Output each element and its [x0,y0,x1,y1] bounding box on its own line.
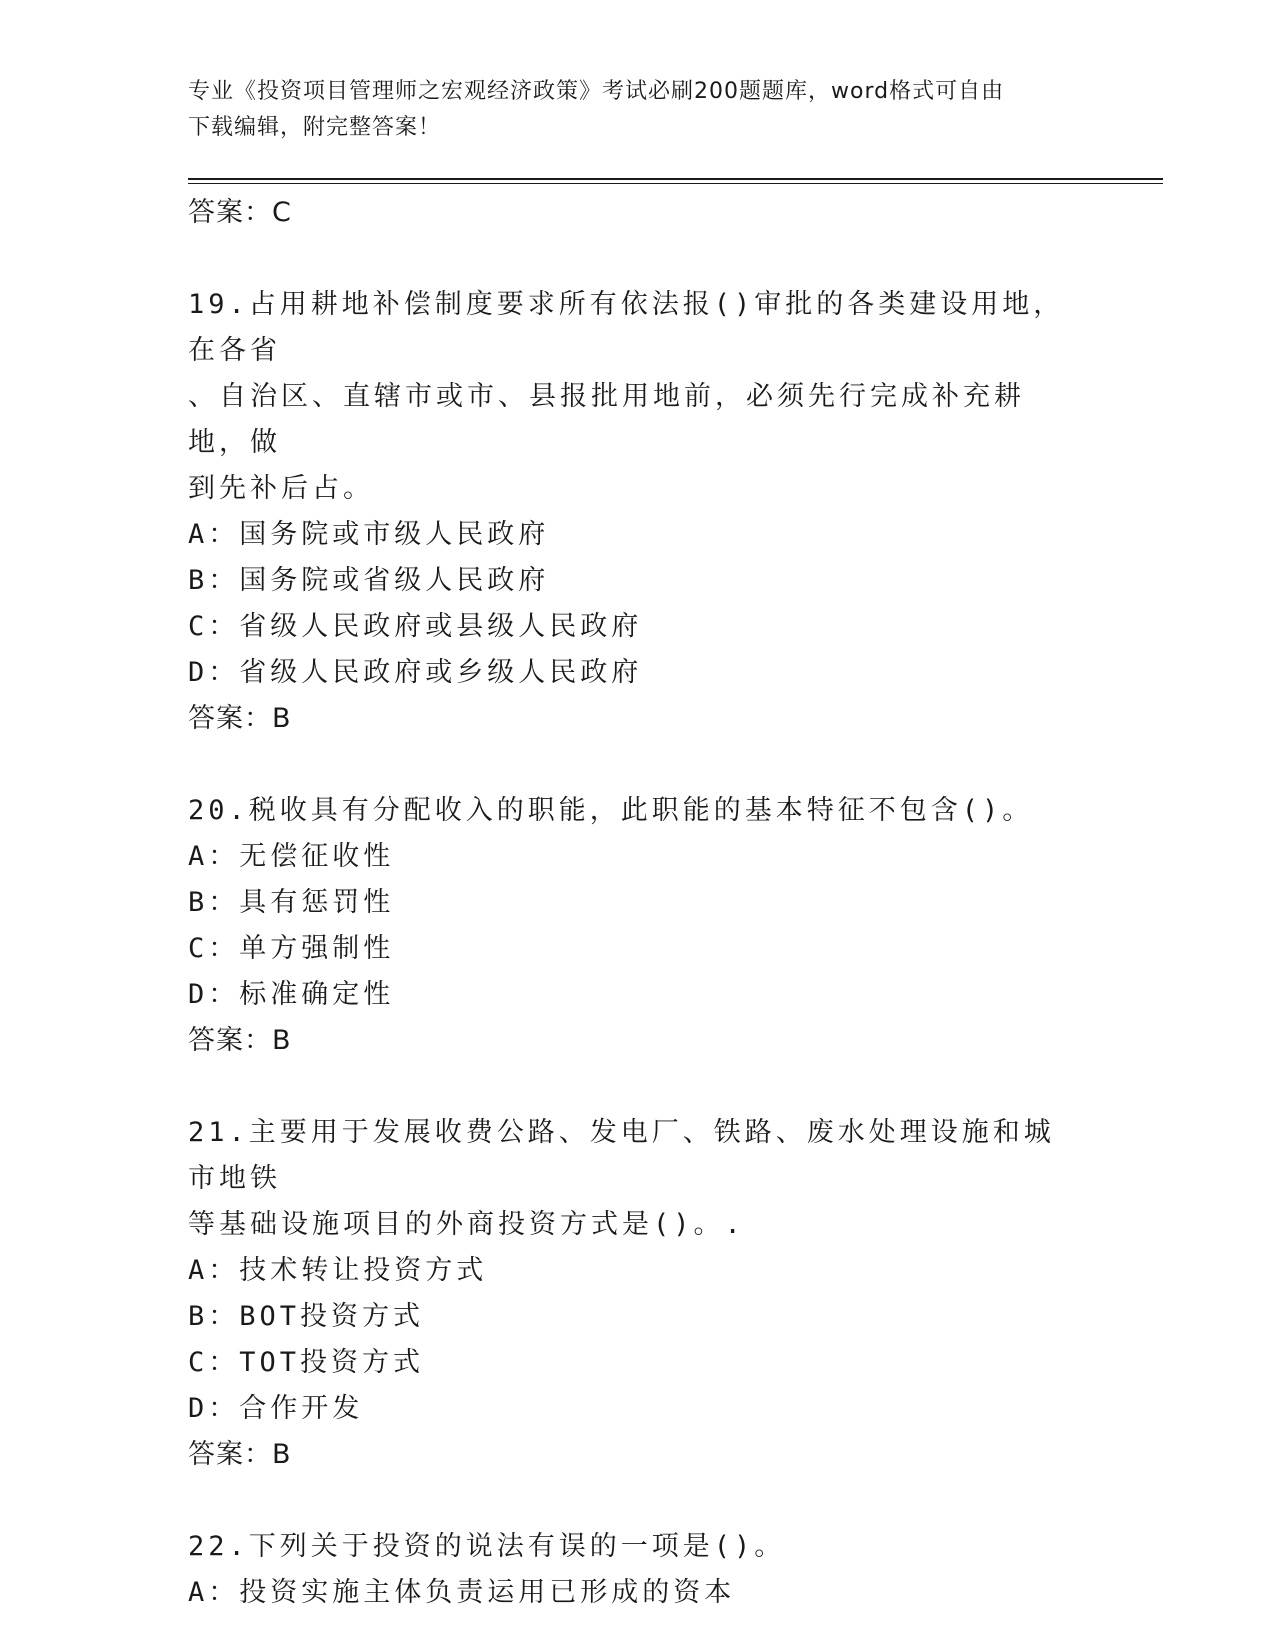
stem-line: 到先补后占。 [188,473,374,504]
answer-line: 答案：B [188,1025,292,1056]
option-a: A：投资实施主体负责运用已形成的资本 [188,1577,736,1608]
option-d: D：标准确定性 [188,979,395,1010]
stem-line: 20.税收具有分配收入的职能，此职能的基本特征不包含()。 [188,795,1034,826]
option-a: A：无偿征收性 [188,841,395,872]
answer-line: 答案：C [188,197,292,228]
question-stem [188,788,1083,834]
header-divider-thick [188,178,1163,180]
question-list [188,190,1088,1616]
question-stem [188,282,1083,512]
header-line-1: 专业《投资项目管理师之宏观经济政策》考试必刷200题题库，word格式可自由 [188,79,1005,104]
option-d: D：省级人民政府或乡级人民政府 [188,657,643,688]
stem-line: 、自治区、直辖市或市、县报批用地前，必须先行完成补充耕地，做 [188,381,1025,458]
header-divider-thin [188,183,1163,184]
question-stem [188,1110,1083,1248]
answer-line: 答案：B [188,703,292,734]
option-a: A：国务院或市级人民政府 [188,519,550,550]
stem-line: 21.主要用于发展收费公路、发电厂、铁路、废水处理设施和城市地铁 [188,1117,1055,1194]
option-a: A：技术转让投资方式 [188,1255,488,1286]
option-d: D：合作开发 [188,1393,364,1424]
option-b: B：具有惩罚性 [188,887,395,918]
question-20 [188,788,1088,1064]
option-c: C：TOT投资方式 [188,1347,425,1378]
question-stem [188,1524,1083,1570]
option-b: B：国务院或省级人民政府 [188,565,550,596]
option-c: C：省级人民政府或县级人民政府 [188,611,643,642]
header-line-2: 下载编辑，附完整答案！ [188,115,442,140]
option-c: C：单方强制性 [188,933,395,964]
option-b: B：BOT投资方式 [188,1301,425,1332]
stem-line: 等基础设施项目的外商投资方式是()。. [188,1209,745,1240]
question-21 [188,1110,1088,1478]
question-22 [188,1524,1088,1616]
document-header [188,74,1068,146]
answer-line: 答案：B [188,1439,292,1470]
stem-line: 19.占用耕地补偿制度要求所有依法报()审批的各类建设用地，在各省 [188,289,1065,366]
stem-line: 22.下列关于投资的说法有误的一项是()。 [188,1531,786,1562]
question-19 [188,282,1088,742]
